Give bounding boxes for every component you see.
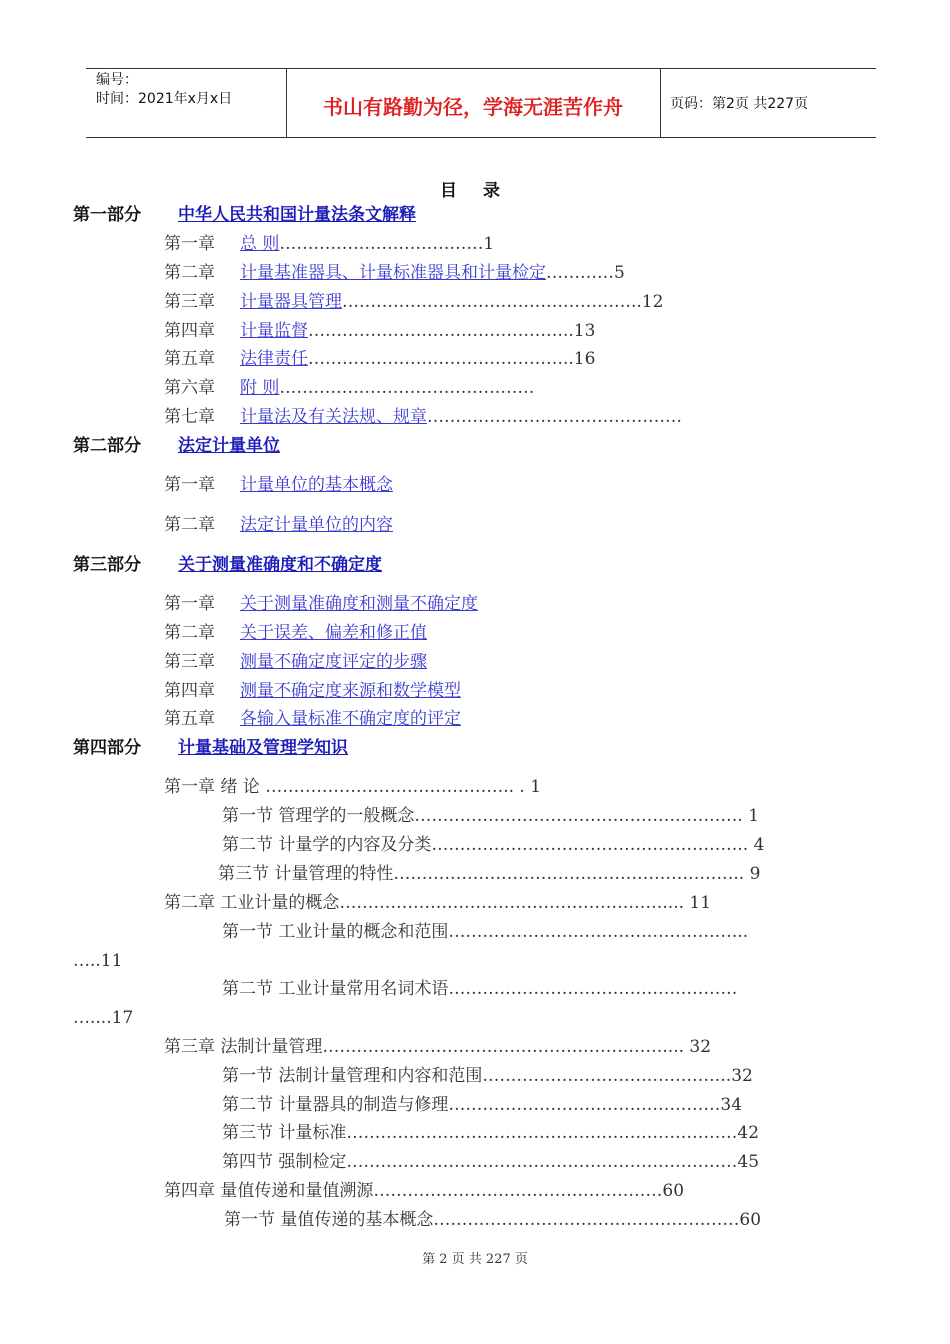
toc-part	[73, 204, 416, 226]
chapter-label: 第五章	[164, 709, 215, 729]
toc-entry: 第一节 工业计量的概念和范围……………………………………………..	[222, 922, 749, 942]
chapter-leader: ………………………………………..16	[308, 349, 596, 369]
header-motto: 书山有路勤为径，学海无涯苦作舟	[323, 95, 623, 119]
chapter-link[interactable]: 关于测量准确度和测量不确定度	[240, 594, 478, 614]
chapter-link[interactable]: 附 则	[240, 378, 280, 398]
toc-chapter	[164, 514, 393, 536]
chapter-link[interactable]: 计量器具管理	[240, 292, 342, 312]
toc-chapter	[164, 406, 682, 428]
chapter-link[interactable]: 测量不确定度评定的步骤	[240, 652, 427, 672]
toc-chapter	[164, 708, 461, 730]
chapter-link[interactable]: 关于误差、偏差和修正值	[240, 623, 427, 643]
toc-part	[73, 435, 280, 457]
toc-chapter	[164, 377, 534, 399]
chapter-label: 第二章	[164, 623, 215, 643]
toc-entry: 第一节 法制计量管理和内容和范围……………………………………..32	[222, 1066, 753, 1086]
chapter-link[interactable]: 各输入量标准不确定度的评定	[240, 709, 461, 729]
chapter-label: 第一章	[164, 475, 215, 495]
chapter-label: 第二章	[164, 263, 215, 283]
chapter-label: 第二章	[164, 515, 215, 535]
toc-chapter	[164, 680, 461, 702]
toc-entry: 第四章 量值传递和量值溯源……………………………………………60	[164, 1181, 685, 1201]
toc-chapter	[164, 262, 625, 284]
page-footer: 第 2 页 共 227 页	[422, 1252, 528, 1267]
chapter-link[interactable]: 计量监督	[240, 321, 308, 341]
chapter-leader: ………………………………………	[427, 407, 682, 427]
chapter-label: 第六章	[164, 378, 215, 398]
toc-chapter	[164, 233, 494, 255]
chapter-label: 第一章	[164, 594, 215, 614]
toc-chapter	[164, 291, 663, 313]
chapter-link[interactable]: 计量基准器具、计量标准器具和计量检定	[240, 263, 546, 283]
chapter-link[interactable]: 法定计量单位的内容	[240, 515, 393, 535]
chapter-link[interactable]: 总 则	[240, 234, 280, 254]
chapter-leader: ……………………………………………..12	[342, 292, 664, 312]
chapter-link[interactable]: 计量法及有关法规、规章	[240, 407, 427, 427]
toc-entry: 第一节 量值传递的基本概念………………………………………………60	[224, 1210, 762, 1230]
chapter-link[interactable]: 计量单位的基本概念	[240, 475, 393, 495]
toc-entry: 第三节 计量管理的特性…………………………………………………….. 9	[218, 864, 761, 884]
header-number: 编号：	[96, 72, 138, 88]
header-divider	[660, 69, 661, 137]
toc-part	[73, 554, 382, 576]
chapter-label: 第三章	[164, 652, 215, 672]
part-label: 第四部分	[73, 738, 141, 758]
toc-title: 目 录	[440, 181, 510, 201]
toc-entry: 第四节 强制检定……………………………………………………………45	[222, 1152, 760, 1172]
chapter-leader: …………5	[546, 263, 625, 283]
chapter-label: 第四章	[164, 321, 215, 341]
toc-entry: 第三节 计量标准……………………………………………………………42	[222, 1123, 760, 1143]
chapter-leader: ………………………………1	[279, 234, 495, 254]
toc-entry: …..11	[73, 951, 123, 971]
toc-entry: 第一章 绪 论 …………………………………….. . 1	[164, 777, 542, 797]
toc-chapter	[164, 593, 478, 615]
toc-entry: 第二节 工业计量常用名词术语……………………………………………	[222, 979, 738, 999]
toc-entry: 第三章 法制计量管理…………………………………………………….... 32	[164, 1037, 712, 1057]
toc-part	[73, 737, 348, 759]
header-page-info: 页码：第2页 共227页	[670, 96, 809, 112]
part-link[interactable]: 中华人民共和国计量法条文解释	[178, 205, 416, 225]
chapter-leader: ………………………………………..13	[308, 321, 596, 341]
toc-entry: 第二节 计量器具的制造与修理…………………………………………34	[222, 1095, 743, 1115]
header-time: 时间：2021年x月x日	[96, 91, 233, 107]
chapter-label: 第一章	[164, 234, 215, 254]
toc-chapter	[164, 622, 427, 644]
chapter-label: 第七章	[164, 407, 215, 427]
toc-entry: 第一节 管理学的一般概念…………………………………………………. 1	[222, 806, 760, 826]
header-meta	[96, 71, 232, 109]
part-label: 第三部分	[73, 555, 141, 575]
toc-entry: 第二节 计量学的内容及分类……………………………………………….. 4	[222, 835, 765, 855]
part-label: 第二部分	[73, 436, 141, 456]
header-box	[86, 68, 876, 138]
toc-chapter	[164, 651, 427, 673]
toc-entry: …....17	[73, 1008, 134, 1028]
part-link[interactable]: 法定计量单位	[178, 436, 280, 456]
chapter-link[interactable]: 法律责任	[240, 349, 308, 369]
part-label: 第一部分	[73, 205, 141, 225]
chapter-leader: ………………………………………	[279, 378, 535, 398]
toc-chapter	[164, 320, 595, 342]
toc-chapter	[164, 348, 595, 370]
chapter-label: 第四章	[164, 681, 215, 701]
chapter-link[interactable]: 测量不确定度来源和数学模型	[240, 681, 461, 701]
chapter-label: 第三章	[164, 292, 215, 312]
part-link[interactable]: 关于测量准确度和不确定度	[178, 555, 382, 575]
part-link[interactable]: 计量基础及管理学知识	[178, 738, 348, 758]
toc-entry: 第二章 工业计量的概念………………………………………………….... 11	[164, 893, 712, 913]
chapter-label: 第五章	[164, 349, 215, 369]
toc-chapter	[164, 474, 393, 496]
